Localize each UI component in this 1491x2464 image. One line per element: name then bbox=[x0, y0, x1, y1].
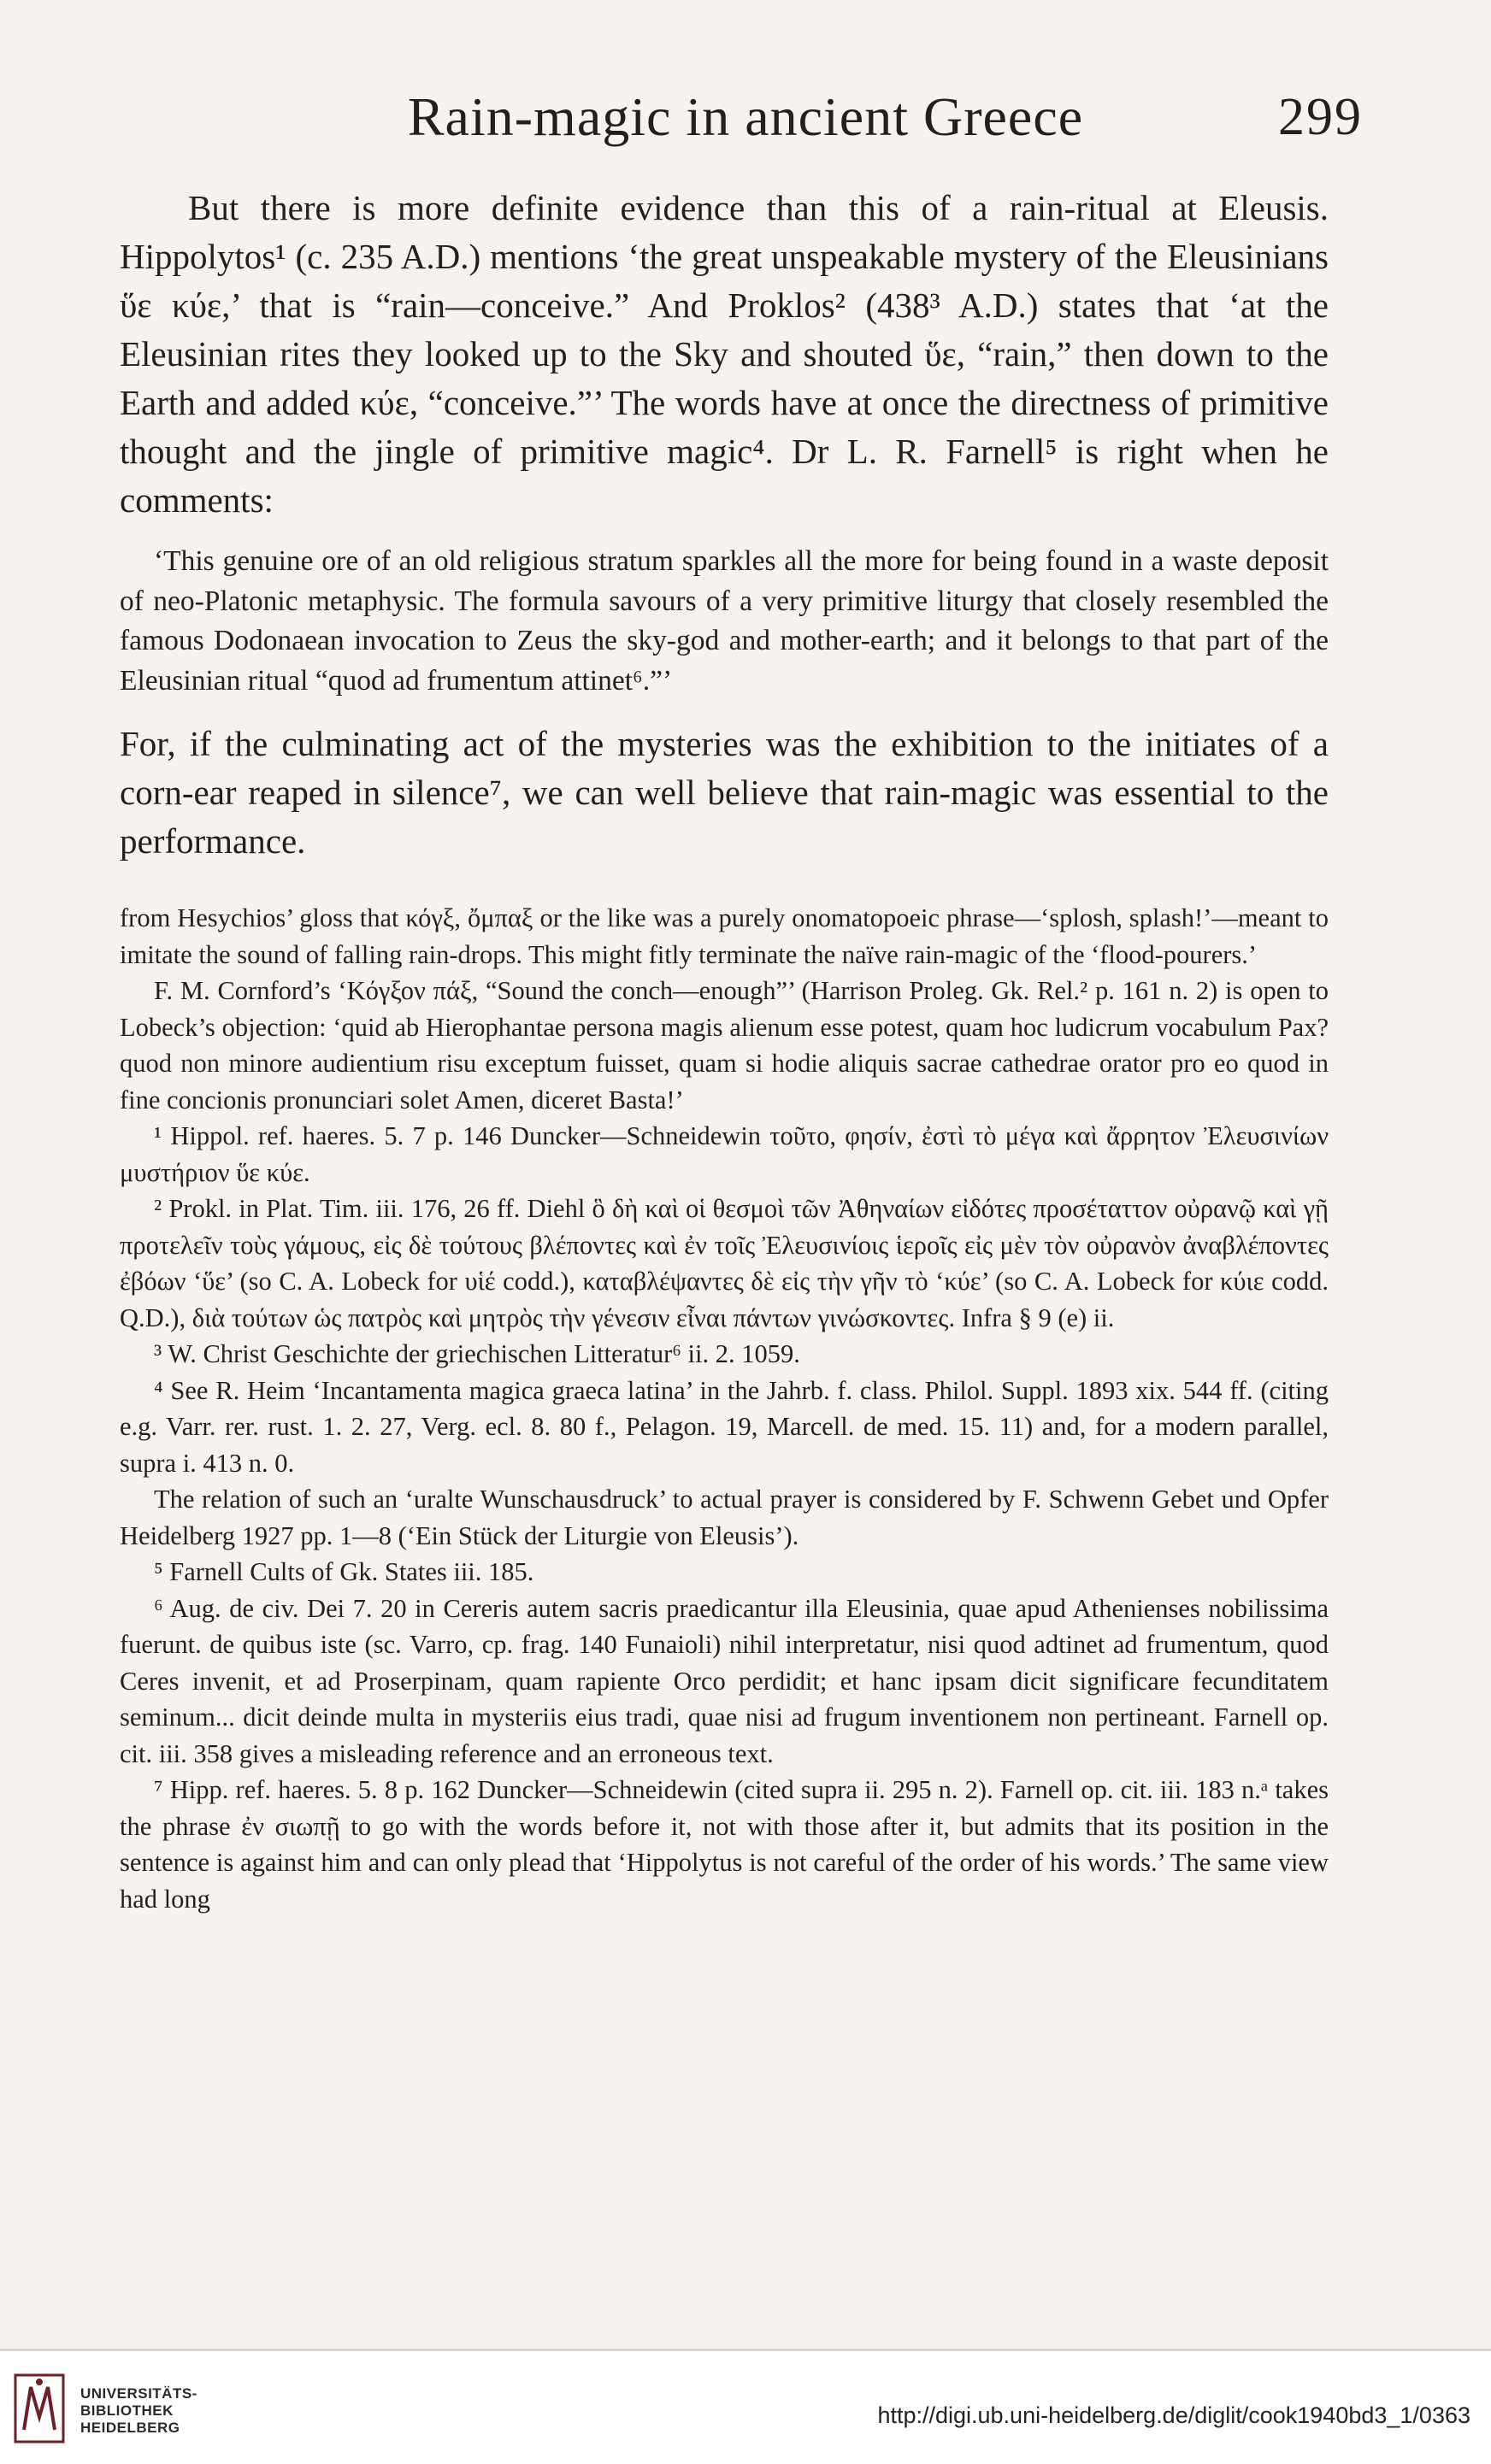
body-paragraph-1: But there is more definite evidence than this of a rain-ritual at Eleusis. Hippolytos¹ (c. 235 A.D.) mentions ‘the great unspeakable mystery of the Eleusinians ὕε κύε,’ that is “rain—conceive.” And Proklos² (438³ A.D.) states that ‘at the Eleusinian rites they looked up to the Sky and shouted ὕε, “rain,” then down to the Earth and added κύε, “conceive.”’ The words have at once the directness of primitive thought and the jingle of primitive magic⁴. Dr L. R. Farnell⁵ is right when he comments: bbox=[120, 188, 1329, 520]
footnotes bbox=[120, 900, 1329, 1917]
logo-line: BIBLIOTHEK bbox=[80, 2402, 174, 2419]
logo-line: HEIDELBERG bbox=[80, 2420, 180, 2436]
viewer-footer bbox=[0, 2351, 1491, 2464]
page-header bbox=[128, 85, 1363, 171]
library-logo-icon bbox=[14, 2370, 65, 2447]
logo-line: UNIVERSITÄTS- bbox=[80, 2385, 197, 2402]
footnote-item: ² Prokl. in Plat. Tim. iii. 176, 26 ff. Diehl ὃ δὴ καὶ οἱ θεσμοὶ τῶν Ἀθηναίων εἰδότες προσέταττον οὐρανῷ καὶ γῇ προτελεῖν τοὺς γάμους, εἰς δὲ τούτους βλέποντες καὶ ἐν τοῖς Ἐλευσινίοις ἱεροῖς εἰς μὲν τὸν οὐρανὸν ἀναβλέποντες ἐβόων ‘ὕε’ (so C. A. Lobeck for υἱέ codd.), καταβλέψαντες δὲ εἰς τὴν γῆν τὸ ‘κύε’ (so C. A. Lobeck for κύιε codd. Q.D.), διὰ τούτων ὡς πατρὸς καὶ μητρὸς τὴν γένεσιν εἶναι πάντων γινώσκοντες. Infra § 9 (e) ii. bbox=[120, 1194, 1329, 1332]
footnote-item: The relation of such an ‘uralte Wunschausdruck’ to actual prayer is considered by F. Schwenn Gebet und Opfer Heidelberg 1927 pp. 1—8 (‘Ein Stück der Liturgie von Eleusis’). bbox=[120, 1485, 1329, 1550]
page-number: 299 bbox=[1278, 88, 1363, 146]
library-logo[interactable] bbox=[14, 2370, 270, 2447]
footnote-item: F. M. Cornford’s ‘Κόγξον πάξ, “Sound the conch—enough”’ (Harrison Proleg. Gk. Rel.² p. 161 n. 2) is open to Lobeck’s objection: ‘quid ab Hierophantae persona magis alienum esse potest, quam hoc ludicrum vocabulum Pax? quod non minore audientium risu exceptum fuisset, quam si hodie aliquis sacrae cathedrae orator pro eo quod in fine concionis pronunciari solet Amen, diceret Basta!’ bbox=[120, 976, 1329, 1114]
footnote-continuation: from Hesychios’ gloss that κόγξ, ὄμπαξ or the like was a purely onomatopoeic phrase—‘splosh, splash!’—meant to imitate the sound of falling rain-drops. This might fitly terminate the naïve rain-magic of the ‘flood-pourers.’ bbox=[120, 903, 1329, 969]
footnote-item: ⁶ Aug. de civ. Dei 7. 20 in Cereris autem sacris praedicantur illa Eleusinia, quae apud Athenienses nobilissima fuerunt. de quibus iste (sc. Varro, cp. frag. 140 Funaioli) nihil interpretatur, nisi quod adtinet ad frumentum, quod Ceres invenit, et ad Proserpinam, quam rapiente Orco perdidit; et hanc ipsam dicit significare fecunditatem seminum... dicit deinde multa in mysteriis eius tradi, quae nisi ad frugum inventionem non pertineant. Farnell op. cit. iii. 358 gives a misleading reference and an erroneous text. bbox=[120, 1593, 1329, 1768]
footnote-item: ⁷ Hipp. ref. haeres. 5. 8 p. 162 Duncker—Schneidewin (cited supra ii. 295 n. 2). Farnell op. cit. iii. 183 n.ᵃ takes the phrase ἐν σιωπῇ to go with the words before it, not with those after it, but admits that its position in the sentence is against him and can only plead that ‘Hippolytus is not careful of the order of his words.’ The same view had long bbox=[120, 1775, 1329, 1914]
footnote-item: ³ W. Christ Geschichte der griechischen Litteratur⁶ ii. 2. 1059. bbox=[154, 1339, 800, 1368]
page-body bbox=[120, 184, 1329, 1917]
footnote-item: ⁵ Farnell Cults of Gk. States iii. 185. bbox=[154, 1557, 534, 1586]
footnote-item: ⁴ See R. Heim ‘Incantamenta magica graeca latina’ in the Jahrb. f. class. Philol. Suppl. 1893 xix. 544 ff. (citing e.g. Varr. rer. rust. 1. 2. 27, Verg. ecl. 8. 80 f., Pelagon. 19, Marcell. de med. 15. 11) and, for a modern parallel, supra i. 413 n. 0. bbox=[120, 1375, 1329, 1478]
library-logo-text bbox=[80, 2385, 197, 2437]
block-quote: ‘This genuine ore of an old religious stratum sparkles all the more for being found in a waste deposit of neo-Platonic metaphysic. The formula savours of a very primitive liturgy that closely resembled the famous Dodonaean invocation to Zeus the sky-god and mother-earth; and it belongs to that part of the Eleusinian ritual “quod ad frumentum attinet⁶.”’ bbox=[120, 545, 1329, 697]
permalink-url[interactable]: http://digi.ub.uni-heidelberg.de/diglit/cook1940bd3_1/0363 bbox=[877, 2402, 1470, 2428]
footnote-item: ¹ Hippol. ref. haeres. 5. 7 p. 146 Duncker—Schneidewin τοῦτο, φησίν, ἐστὶ τὸ μέγα καὶ ἄρρητον Ἐλευσινίων μυστήριον ὕε κύε. bbox=[120, 1121, 1329, 1187]
body-paragraph-2: For, if the culminating act of the mysteries was the exhibition to the initiates of a corn-ear reaped in silence⁷, we can well believe that rain-magic was essential to the performance. bbox=[120, 724, 1329, 861]
running-title: Rain-magic in ancient Greece bbox=[407, 86, 1084, 147]
